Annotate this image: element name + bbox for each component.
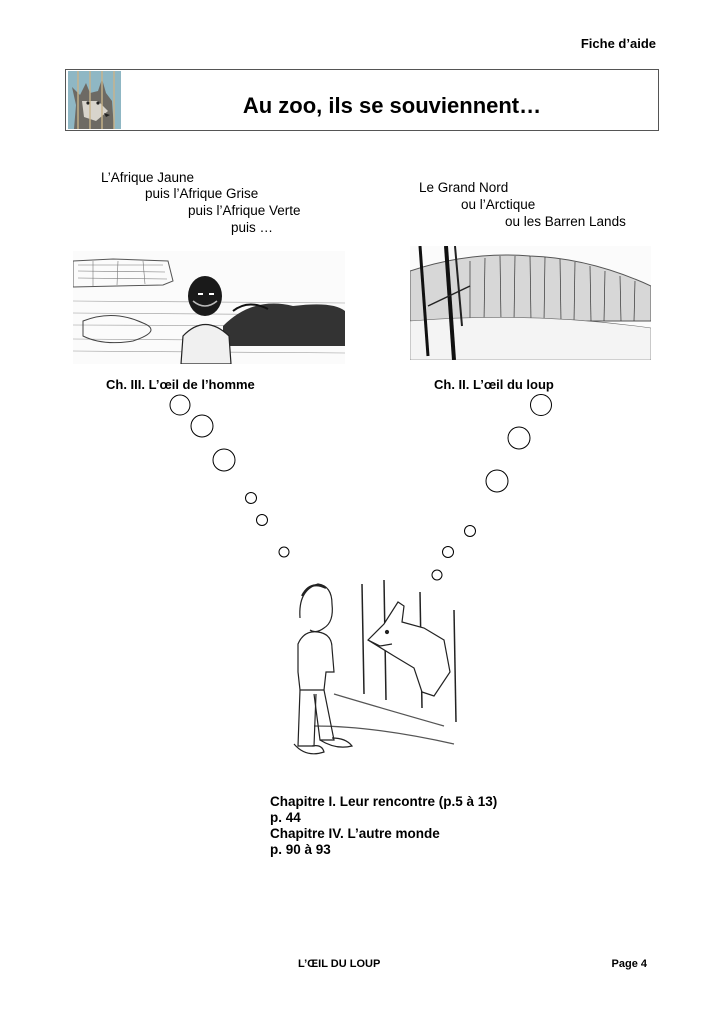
chapter-reference-list [270, 794, 497, 858]
page-title: Au zoo, ils se souviennent… [242, 93, 542, 118]
africa-scene-icon [73, 251, 345, 364]
left-line-2: puis l’Afrique Grise [145, 186, 259, 201]
thought-bubble [246, 493, 257, 504]
left-line-1: L’Afrique Jaune [101, 170, 195, 185]
footer-page-number: Page 4 [611, 958, 647, 970]
page-label: Fiche d’aide [580, 36, 656, 51]
thought-bubble [443, 547, 454, 558]
thought-bubble [508, 427, 530, 449]
thought-bubble [465, 526, 476, 537]
arctic-forest-scene-icon [410, 246, 651, 360]
chapter-reference-line: Chapitre I. Leur rencontre (p.5 à 13) [270, 794, 498, 809]
thought-bubble [531, 395, 552, 416]
footer-book-title: L’ŒIL DU LOUP [298, 958, 381, 970]
left-line-3: puis l’Afrique Verte [188, 203, 301, 218]
left-chapter-caption: Ch. III. L’œil de l’homme [106, 377, 255, 392]
chapter-reference-line: p. 90 à 93 [270, 842, 331, 857]
wolf-in-cage-icon [68, 71, 121, 129]
right-line-1: Le Grand Nord [419, 180, 509, 195]
thought-bubble [279, 547, 289, 557]
chapter-reference-line: Chapitre IV. L’autre monde [270, 826, 440, 841]
boy-and-wolf-at-zoo-icon [284, 576, 472, 772]
title-box [65, 69, 659, 131]
thought-bubble [191, 415, 213, 437]
thought-bubble [486, 470, 508, 492]
right-line-3: ou les Barren Lands [505, 214, 626, 229]
thought-bubble [257, 515, 268, 526]
chapter-reference-line: p. 44 [270, 810, 301, 825]
right-line-2: ou l’Arctique [461, 197, 536, 212]
left-line-4: puis … [231, 220, 274, 235]
right-chapter-caption: Ch. II. L’œil du loup [434, 377, 554, 392]
thought-bubble [213, 449, 235, 471]
thought-bubble [170, 395, 190, 415]
